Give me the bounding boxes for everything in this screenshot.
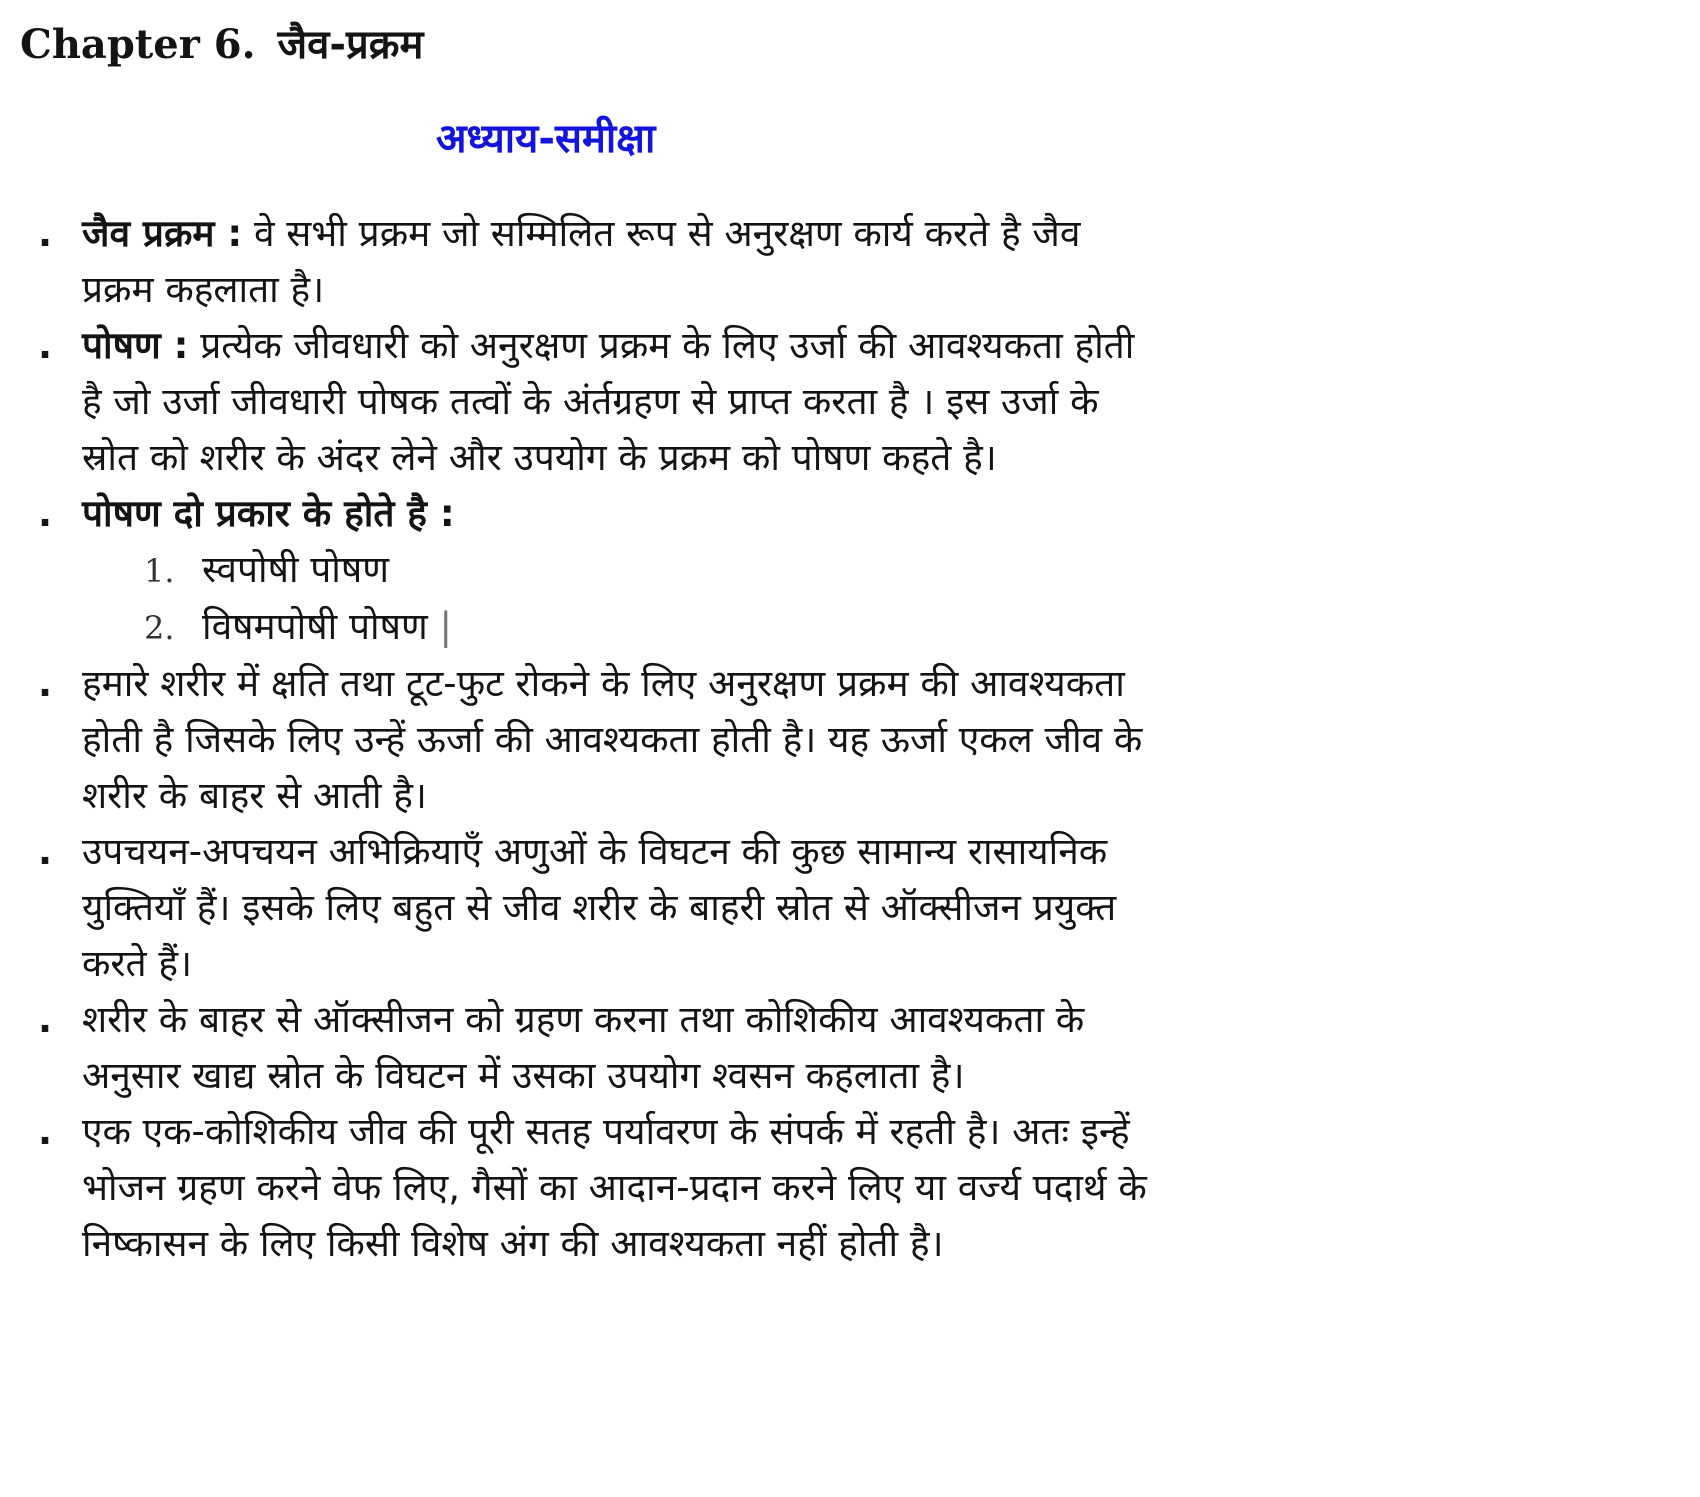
bullet-dot: . xyxy=(38,998,53,1041)
bullet-text: शरीर के बाहर से ऑक्सीजन को ग्रहण करना तथा कोशिकीय आवश्यकता के अनुसार खाद्य स्रोत के विघटन में उसका उपयोग श्वसन कहलाता है। xyxy=(82,998,1085,1097)
bullet-text: हमारे शरीर में क्षति तथा टूट-फुट रोकने के लिए अनुरक्षण प्रक्रम की आवश्यकता होती है जिसके लिए उन्हें ऊर्जा की आवश्यकता होती है। यह ऊर्जा एकल जीव के शरीर के बाहर से आती है। xyxy=(82,662,1143,817)
bullet-item-jaiv-prakram xyxy=(38,206,1148,318)
bullet-item-upachayan xyxy=(38,824,1148,992)
numbered-item-svaposhi xyxy=(144,542,1148,599)
bullet-item-poshan xyxy=(38,318,1148,486)
section-title: अध्याय-समीक्षा xyxy=(436,116,656,162)
numbered-item-vishamposhi xyxy=(144,599,1148,656)
bullet-dot: . xyxy=(38,830,53,873)
chapter-label: Chapter 6. xyxy=(20,21,256,68)
bullet-text: प्रत्येक जीवधारी को अनुरक्षण प्रक्रम के लिए उर्जा की आवश्यकता होती है जो उर्जा जीवधारी पोषक तत्वों के अंर्तग्रहण से प्राप्त करता है । इस उर्जा के स्रोत को शरीर के अंदर लेने और उपयोग के प्रक्रम को पोषण कहते है। xyxy=(82,324,1135,479)
item-text: विषमपोषी पोषण xyxy=(202,605,428,648)
bullet-dot: . xyxy=(38,324,53,367)
item-number: 1. xyxy=(144,552,175,590)
poshan-types-list xyxy=(82,542,1148,656)
item-tail-mark: | xyxy=(427,605,452,648)
bullet-dot: . xyxy=(38,1110,53,1153)
chapter-heading xyxy=(20,14,423,76)
bullet-term: पोषण : xyxy=(82,324,189,367)
bullet-term: जैव प्रक्रम : xyxy=(82,212,243,255)
item-number: 2. xyxy=(144,609,175,647)
bullet-item-shvasan xyxy=(38,992,1148,1104)
summary-bullet-list xyxy=(38,206,1148,1272)
bullet-item-anurakshan xyxy=(38,656,1148,824)
item-text: स्वपोषी पोषण xyxy=(202,548,390,591)
bullet-text: एक एक-कोशिकीय जीव की पूरी सतह पर्यावरण के संपर्क में रहती है। अतः इन्हें भोजन ग्रहण करने वेफ लिए, गैसों का आदान-प्रदान करने लिए या वर्ज्य पदार्थ के निष्कासन के लिए किसी विशेष अंग की आवश्यकता नहीं होती है। xyxy=(82,1110,1147,1265)
bullet-item-ek-koshikiya xyxy=(38,1104,1148,1272)
bullet-dot: . xyxy=(38,492,53,535)
chapter-title: जैव-प्रक्रम xyxy=(277,22,424,68)
bullet-item-poshan-types xyxy=(38,486,1148,656)
bullet-dot: . xyxy=(38,212,53,255)
bullet-text: उपचयन-अपचयन अभिक्रियाएँ अणुओं के विघटन की कुछ सामान्य रासायनिक युक्तियाँ हैं। इसके लिए बहुत से जीव शरीर के बाहरी स्रोत से ऑक्सीजन प्रयुक्त करते हैं। xyxy=(82,830,1117,985)
bullet-dot: . xyxy=(38,662,53,705)
bullet-term: पोषण दो प्रकार के होते है : xyxy=(82,492,455,535)
bullet-text: वे सभी प्रक्रम जो सम्मिलित रूप से अनुरक्षण कार्य करते है जैव प्रक्रम कहलाता है। xyxy=(82,212,1081,311)
